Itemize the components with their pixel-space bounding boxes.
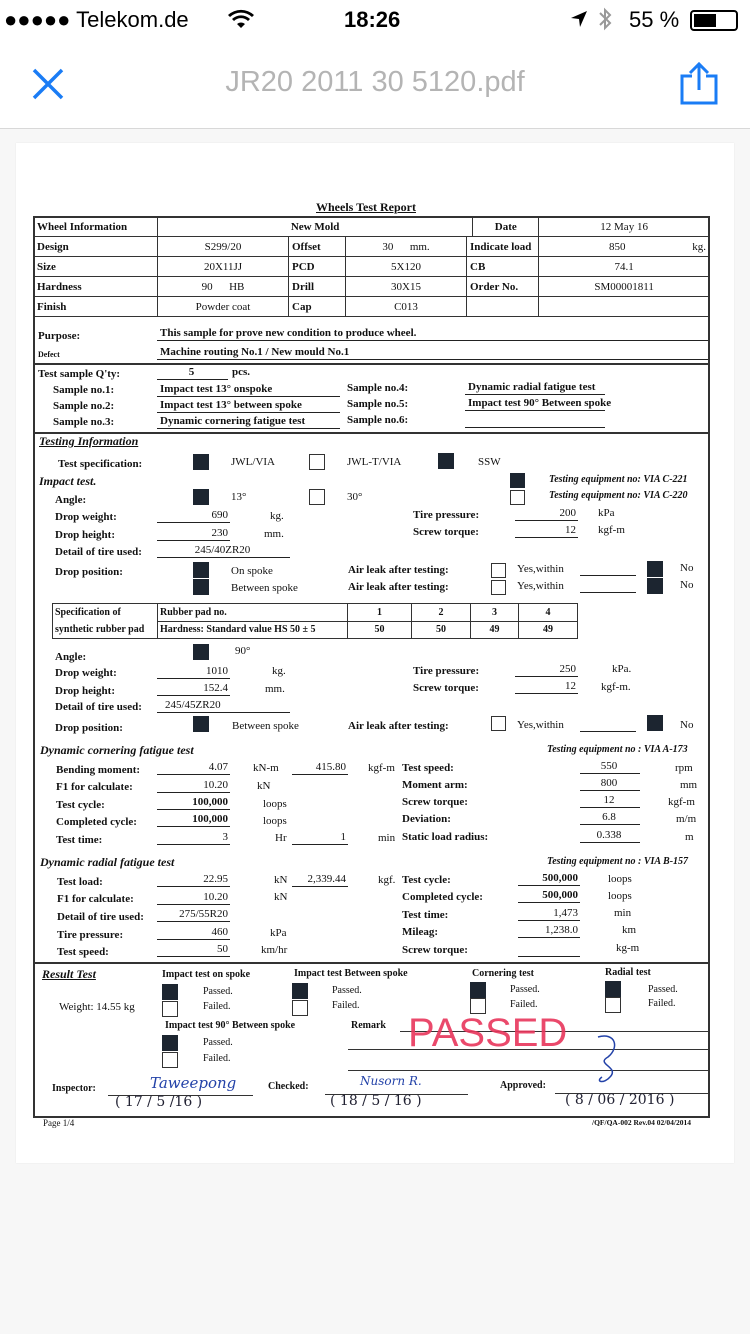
f1-label: F1 for calculate:: [57, 893, 134, 905]
checkbox-equip-c221: [510, 473, 525, 488]
drop-position-label: Drop position:: [55, 566, 123, 578]
cornering-equip: Testing equipment no : VIA A-173: [547, 744, 688, 755]
hardness-label: Hardness: [34, 277, 158, 297]
yes-within-field: [580, 563, 636, 576]
drill-value: 30X15: [346, 277, 467, 297]
sample-2-value: Impact test 13° between spoke: [157, 399, 340, 413]
drop-weight-value: 690: [157, 509, 230, 523]
checkbox-angle-30: [309, 489, 325, 505]
load-kgf-unit: kgf.: [378, 874, 396, 886]
checkbox-air-leak-yes: [491, 580, 506, 595]
passed-label: Passed.: [203, 1037, 233, 1048]
checkbox-air-leak-no: [647, 578, 663, 594]
checkbox-air-leak-no: [647, 715, 663, 731]
drill-label: Drill: [289, 277, 346, 297]
offset-label: Offset: [289, 237, 346, 257]
tire-pressure-label: Tire pressure:: [413, 509, 480, 521]
tire-pressure-label: Tire pressure:: [413, 665, 480, 677]
deviation-unit: m/m: [676, 813, 697, 825]
wheel-info-value: New Mold: [158, 217, 473, 237]
screw-torque-unit: kgf-m: [598, 524, 625, 536]
divider: [33, 363, 710, 365]
cycle-label: Test cycle:: [402, 874, 451, 886]
failed-label: Failed.: [332, 1000, 360, 1011]
yes-within-label: Yes,within: [517, 563, 564, 575]
sample-6-label: Sample no.6:: [347, 414, 409, 426]
indicate-load-label: Indicate load: [467, 237, 539, 257]
f1-unit: kN: [274, 891, 288, 903]
screw-torque-value: 12: [515, 680, 578, 694]
cornering-heading: Dynamic cornering fatigue test: [40, 743, 194, 757]
screw-label: Screw torque:: [402, 944, 468, 956]
screw-value: 12: [580, 794, 640, 808]
screw-torque-unit: kgf-m.: [601, 681, 631, 693]
approval-signature: [590, 1032, 630, 1087]
tire-pressure-unit: kPa.: [612, 663, 632, 675]
order-label: Order No.: [467, 277, 539, 297]
yes-within-label: Yes,within: [517, 719, 564, 731]
battery-percent: 55 %: [629, 7, 680, 32]
yes-within-label: Yes,within: [517, 580, 564, 592]
ssw-label: SSW: [478, 456, 501, 468]
defect-value: Machine routing No.1 / New mould No.1: [157, 346, 708, 360]
carrier: ●●●●● Telekom.de: [4, 7, 189, 32]
passed-label: Passed.: [203, 986, 233, 997]
tire-label: Detail of tire used:: [55, 546, 142, 558]
angle-90-label: 90°: [235, 645, 251, 657]
pressure-unit: kPa: [270, 927, 287, 939]
approved-date: ( 8 / 06 / 2016 ): [565, 1092, 675, 1108]
tire-pressure-value: 200: [515, 507, 578, 521]
no-label: No: [680, 719, 694, 731]
cb-label: CB: [467, 257, 539, 277]
tire-value: 245/45ZR20: [157, 699, 290, 713]
passed-stamp: PASSED: [408, 1011, 568, 1055]
hr-unit: Hr: [275, 832, 287, 844]
drop-height-label: Drop height:: [55, 529, 115, 541]
remark-label: Remark: [351, 1020, 386, 1031]
completed-value: 500,000: [518, 889, 580, 903]
angle-30-label: 30°: [347, 491, 363, 503]
cap-label: Cap: [289, 297, 346, 317]
drop-height-unit: mm.: [264, 528, 284, 540]
order-value: SM00001811: [539, 277, 710, 297]
empty-cell: [467, 297, 539, 317]
checkbox-jwl-via: [193, 454, 209, 470]
failed-label: Failed.: [510, 999, 538, 1010]
checkbox-on-spoke: [193, 562, 209, 578]
angle-label: Angle:: [55, 494, 87, 506]
checked-signature: Nusorn R.: [360, 1074, 422, 1088]
sample-5-value: Impact test 90° Between spoke: [465, 397, 605, 411]
remark-line: [348, 1070, 710, 1071]
air-leak-label: Air leak after testing:: [348, 581, 449, 593]
result-test-name: Impact test 90° Between spoke: [165, 1020, 296, 1031]
drop-weight-label: Drop weight:: [55, 511, 117, 523]
no-label: No: [680, 579, 694, 591]
pcd-value: 5X120: [346, 257, 467, 277]
drop-position-label: Drop position:: [55, 722, 123, 734]
date-value: 12 May 16: [539, 217, 710, 237]
screw-value: [518, 943, 580, 957]
checkbox-ssw: [438, 453, 454, 469]
passed-label: Passed.: [332, 985, 362, 996]
mileage-label: Mileag:: [402, 926, 439, 938]
cap-value: C013: [346, 297, 467, 317]
cycle-label: Test cycle:: [56, 799, 105, 811]
equip-c221-label: Testing equipment no: VIA C-221: [549, 474, 688, 485]
checkbox-air-leak-no: [647, 561, 663, 577]
screw-label: Screw torque:: [402, 796, 468, 808]
cycle-value: 100,000: [157, 796, 230, 810]
wheel-info-table: [33, 216, 710, 317]
pad-hardness-value: 50: [412, 621, 471, 639]
bending-label: Bending moment:: [56, 764, 141, 776]
time-hr-value: 3: [157, 831, 230, 845]
qty-unit: pcs.: [232, 366, 251, 378]
speed-value: 50: [157, 943, 230, 957]
defect-label: Defect: [38, 350, 60, 359]
min-unit: min: [378, 832, 396, 844]
jwl-via-label: JWL/VIA: [231, 456, 275, 468]
speed-label: Test speed:: [402, 762, 454, 774]
weight: Weight: 14.55 kg: [59, 1001, 135, 1013]
drop-height-unit: mm.: [265, 683, 285, 695]
pad-spec-label: Specification of synthetic rubber pad: [53, 604, 158, 639]
radial-equip: Testing equipment no : VIA B-157: [547, 856, 689, 867]
checkbox-jwl-t-via: [309, 454, 325, 470]
deviation-value: 6.8: [580, 811, 640, 825]
finish-value: Powder coat: [158, 297, 289, 317]
mileage-value: 1,238.0: [518, 924, 580, 938]
hardness-value: 90 HB: [158, 277, 289, 297]
speed-unit: rpm: [675, 762, 693, 774]
testing-info-heading: Testing Information: [39, 434, 139, 448]
tire-pressure-unit: kPa: [598, 507, 615, 519]
time-min-value: 1: [292, 831, 348, 845]
arm-value: 800: [580, 777, 640, 791]
mileage-unit: km: [622, 924, 637, 936]
sample-1-label: Sample no.1:: [53, 384, 115, 396]
cycle-unit: loops: [608, 873, 632, 885]
checkbox-between-spoke: [193, 579, 209, 595]
time-unit: min: [614, 907, 632, 919]
speed-unit: km/hr: [261, 944, 288, 956]
air-leak-label: Air leak after testing:: [348, 720, 449, 732]
pad-number: 1: [348, 604, 412, 622]
radius-value: 0.338: [580, 829, 640, 843]
pad-hardness-value: 50: [348, 621, 412, 639]
result-test-name: Impact test Between spoke: [294, 968, 408, 979]
screw-torque-label: Screw torque:: [413, 526, 479, 538]
completed-unit: loops: [608, 890, 632, 902]
pad-hardness-label: Hardness: Standard value HS 50 ± 5: [158, 621, 348, 639]
between-spoke-label: Between spoke: [231, 582, 298, 594]
pad-hardness-value: 49: [519, 621, 578, 639]
inspector-date: ( 17 / 5 /16 ): [115, 1094, 203, 1110]
checkbox-passed: [162, 1035, 178, 1051]
sample-3-value: Dynamic cornering fatigue test: [157, 415, 340, 429]
result-heading: Result Test: [42, 967, 96, 981]
completed-unit: loops: [263, 815, 287, 827]
checkbox-air-leak-yes: [491, 563, 506, 578]
speed-label: Test speed:: [57, 946, 109, 958]
sample-4-value: Dynamic radial fatigue test: [465, 381, 605, 395]
qty-value: 5: [157, 366, 228, 380]
checkbox-angle-90: [193, 644, 209, 660]
qty-label: Test sample Q'ty:: [38, 368, 121, 380]
empty-cell: [539, 297, 710, 317]
screw-torque-value: 12: [515, 524, 578, 538]
sample-4-label: Sample no.4:: [347, 382, 409, 394]
load-label: Test load:: [57, 876, 103, 888]
drop-weight-value: 1010: [157, 665, 230, 679]
result-test-name: Radial test: [605, 967, 651, 978]
equip-c220-label: Testing equipment no: VIA C-220: [549, 490, 688, 501]
passed-label: Passed.: [510, 984, 540, 995]
checked-label: Checked:: [268, 1081, 309, 1092]
checkbox-passed: [470, 982, 486, 998]
radius-label: Static load radius:: [402, 831, 489, 843]
between-spoke-label: Between spoke: [232, 720, 299, 732]
result-test-name: Impact test on spoke: [162, 969, 251, 980]
clock: 18:26: [344, 7, 401, 32]
air-leak-label: Air leak after testing:: [348, 564, 449, 576]
report-title: Wheels Test Report: [316, 200, 416, 214]
drop-weight-unit: kg.: [270, 510, 284, 522]
yes-within-field: [580, 580, 636, 593]
angle-13-label: 13°: [231, 491, 247, 503]
design-value: S299/20: [158, 237, 289, 257]
sample-6-value: [465, 414, 605, 428]
inspector-label: Inspector:: [52, 1083, 96, 1094]
checkbox-passed: [292, 983, 308, 999]
checkbox-failed: [605, 997, 621, 1013]
purpose-label: Purpose:: [38, 330, 81, 342]
pad-number: 4: [519, 604, 578, 622]
document-title: JR20 2011 30 5120.pdf: [225, 66, 525, 98]
cycle-value: 500,000: [518, 872, 580, 886]
sample-2-label: Sample no.2:: [53, 400, 115, 412]
failed-label: Failed.: [203, 1001, 231, 1012]
purpose-value: This sample for prove new condition to produce wheel.: [157, 327, 708, 341]
pad-hardness-value: 49: [471, 621, 519, 639]
passed-label: Passed.: [648, 984, 678, 995]
no-label: No: [680, 562, 694, 574]
pressure-value: 460: [157, 926, 230, 940]
wheel-info-label: Wheel Information: [34, 217, 158, 237]
load-unit: kN: [274, 874, 288, 886]
date-label: Date: [473, 217, 539, 237]
checkbox-failed: [162, 1001, 178, 1017]
arm-label: Moment arm:: [402, 779, 468, 791]
checkbox-equip-c220: [510, 490, 525, 505]
divider: [33, 962, 710, 964]
inspector-signature: Taweepong: [150, 1074, 237, 1092]
drop-height-label: Drop height:: [55, 685, 115, 697]
time-label: Test time:: [402, 909, 449, 921]
test-spec-label: Test specification:: [58, 458, 143, 470]
load-value: 22.95: [157, 873, 230, 887]
f1-unit: kN: [257, 780, 271, 792]
impact-test-heading: Impact test.: [39, 474, 97, 488]
completed-label: Completed cycle:: [56, 816, 137, 828]
f1-label: F1 for calculate:: [56, 781, 133, 793]
pad-number: 2: [412, 604, 471, 622]
bending-kgf-value: 415.80: [292, 761, 348, 775]
drop-height-value: 230: [157, 527, 230, 541]
completed-value: 100,000: [157, 813, 230, 827]
speed-value: 550: [580, 760, 640, 774]
time-label: Test time:: [56, 834, 103, 846]
bending-kgf-unit: kgf-m: [368, 762, 395, 774]
checkbox-failed: [292, 1000, 308, 1016]
f1-value: 10.20: [157, 891, 230, 905]
sample-1-value: Impact test 13° onspoke: [157, 383, 340, 397]
result-test-name: Cornering test: [472, 968, 534, 979]
tire-pressure-value: 250: [515, 663, 578, 677]
size-value: 20X11JJ: [158, 257, 289, 277]
checkbox-between-spoke: [193, 716, 209, 732]
size-label: Size: [34, 257, 158, 277]
pad-number: 3: [471, 604, 519, 622]
drop-weight-label: Drop weight:: [55, 667, 117, 679]
indicate-load-value: 850 kg.: [539, 237, 710, 257]
angle-label: Angle:: [55, 651, 87, 663]
checkbox-passed: [162, 984, 178, 1000]
screw-unit: kgf-m: [668, 796, 695, 808]
offset-value: 30 mm.: [346, 237, 467, 257]
tire-value: 245/40ZR20: [157, 544, 290, 558]
bending-unit: kN-m: [253, 762, 279, 774]
form-code: /QF/QA-002 Rev.04 02/04/2014: [592, 1118, 691, 1127]
deviation-label: Deviation:: [402, 813, 451, 825]
f1-value: 10.20: [157, 779, 230, 793]
bending-value: 4.07: [157, 761, 230, 775]
checkbox-passed: [605, 981, 621, 997]
approved-label: Approved:: [500, 1080, 546, 1091]
rubber-pad-table: [52, 603, 578, 639]
radial-heading: Dynamic radial fatigue test: [40, 855, 175, 869]
tire-value: 275/55R20: [157, 908, 230, 922]
completed-label: Completed cycle:: [402, 891, 483, 903]
screw-torque-label: Screw torque:: [413, 682, 479, 694]
checkbox-failed: [162, 1052, 178, 1068]
tire-label: Detail of tire used:: [57, 911, 144, 923]
drop-height-value: 152.4: [157, 682, 230, 696]
finish-label: Finish: [34, 297, 158, 317]
failed-label: Failed.: [648, 998, 676, 1009]
checkbox-air-leak-yes: [491, 716, 506, 731]
screw-unit: kg-m: [616, 942, 640, 954]
pressure-label: Tire pressure:: [57, 929, 124, 941]
time-value: 1,473: [518, 907, 580, 921]
failed-label: Failed.: [203, 1053, 231, 1064]
arm-unit: mm: [680, 779, 698, 791]
on-spoke-label: On spoke: [231, 565, 273, 577]
cycle-unit: loops: [263, 798, 287, 810]
radius-unit: m: [685, 831, 694, 843]
sample-5-label: Sample no.5:: [347, 398, 409, 410]
drop-weight-unit: kg.: [272, 665, 286, 677]
pcd-label: PCD: [289, 257, 346, 277]
yes-within-field: [580, 719, 636, 732]
pad-no-label: Rubber pad no.: [158, 604, 348, 622]
jwl-t-via-label: JWL-T/VIA: [347, 456, 402, 468]
page-number: Page 1/4: [43, 1118, 75, 1128]
design-label: Design: [34, 237, 158, 257]
checked-date: ( 18 / 5 / 16 ): [330, 1093, 422, 1109]
load-kgf-value: 2,339.44: [292, 873, 348, 887]
sample-3-label: Sample no.3:: [53, 416, 115, 428]
cb-value: 74.1: [539, 257, 710, 277]
checkbox-angle-13: [193, 489, 209, 505]
tire-label: Detail of tire used:: [55, 701, 142, 713]
